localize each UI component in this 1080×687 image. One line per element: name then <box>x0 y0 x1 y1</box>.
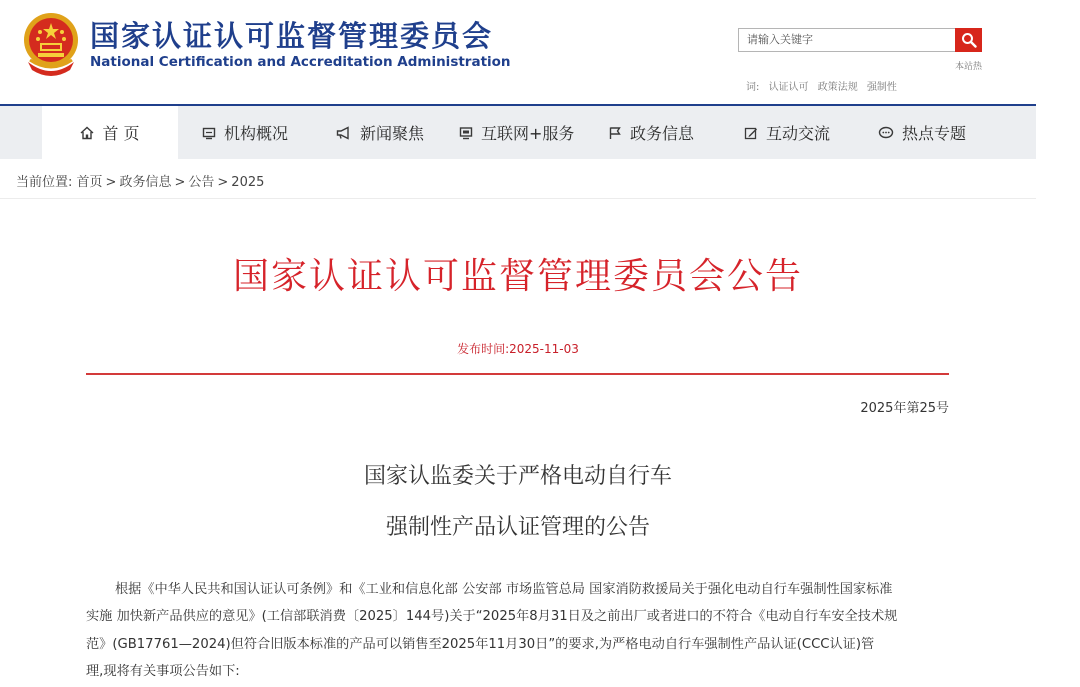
search-input[interactable]: 请输入关键字 <box>738 28 956 52</box>
home-icon <box>80 126 94 140</box>
site-title[interactable]: 国家认证认可监督管理委员会 <box>90 19 494 53</box>
nav-label: 机构概况 <box>224 124 289 143</box>
breadcrumb <box>16 171 264 190</box>
nav-item-government-info[interactable] <box>608 106 694 159</box>
breadcrumb-link-home[interactable]: 首页 <box>76 175 103 190</box>
breadcrumb-separator: > <box>217 175 229 190</box>
announcement-subtitle-line1: 国家认监委关于严格电动自行车 <box>363 464 672 489</box>
nav-label: 新闻聚焦 <box>360 124 425 143</box>
breadcrumb-link-government-info[interactable]: 政务信息 <box>119 175 172 190</box>
breadcrumb-separator: > <box>105 175 117 190</box>
body-paragraph-line: 根据《中华人民共和国认证认可条例》和《工业和信息化部 公安部 市场监管总局 国家消防救援局关于强化电动自行车强制性国家标准 <box>115 582 893 597</box>
nav-label: 互动交流 <box>766 124 831 143</box>
nav-label: 热点专题 <box>902 124 967 143</box>
announcement-subtitle-line2: 强制性产品认证管理的公告 <box>385 515 650 540</box>
nav-label: 互联网+服务 <box>481 124 575 143</box>
publish-info <box>0 340 1036 357</box>
publish-date: 2025-11-03 <box>509 342 579 356</box>
search-button[interactable] <box>955 28 982 52</box>
computer-icon <box>459 126 473 140</box>
site-header <box>0 0 1080 104</box>
flag-icon <box>608 126 622 140</box>
body-paragraph-line: 实施 加快新产品供应的意见》(工信部联消费〔2025〕144号)关于“2025年8月31日及之前出厂或者进口的不符合《电动自行车安全技术规 <box>86 609 898 624</box>
main-nav <box>0 106 1036 159</box>
article-title: 国家认证认可监督管理委员会公告 <box>232 256 803 297</box>
hot-keywords <box>746 78 903 93</box>
search-scope-label: 本站热 <box>955 62 983 72</box>
nav-item-internet-services[interactable] <box>459 106 574 159</box>
nav-label: 政务信息 <box>630 124 695 143</box>
monitor-icon <box>202 126 216 140</box>
breadcrumb-divider <box>0 198 1036 199</box>
nav-item-news[interactable] <box>336 106 424 159</box>
site-title-english[interactable]: National Certification and Accreditation Administration <box>90 54 511 70</box>
nav-item-organization[interactable] <box>202 106 288 159</box>
body-paragraph-line: 理,现将有关事项公告如下: <box>86 664 240 679</box>
megaphone-icon <box>336 126 352 140</box>
hotwords-label: 词: <box>746 82 760 93</box>
title-divider <box>86 373 949 375</box>
chat-icon <box>878 126 894 140</box>
nav-label: 首 页 <box>102 124 140 143</box>
nav-item-interaction[interactable] <box>744 106 830 159</box>
publish-label: 发布时间: <box>457 342 510 356</box>
search-icon <box>961 32 977 48</box>
national-emblem-icon[interactable] <box>20 10 82 76</box>
breadcrumb-label: 当前位置: <box>16 175 73 190</box>
nav-item-home[interactable] <box>42 106 178 159</box>
document-number: 2025年第25号 <box>860 401 949 416</box>
breadcrumb-separator: > <box>174 175 186 190</box>
hotword-link[interactable]: 政策法规 <box>817 82 858 93</box>
edit-icon <box>744 126 758 140</box>
hotword-link[interactable]: 强制性 <box>866 82 897 93</box>
nav-item-hot-topics[interactable] <box>878 106 966 159</box>
hotword-link[interactable]: 认证认可 <box>768 82 809 93</box>
breadcrumb-link-announcements[interactable]: 公告 <box>188 175 215 190</box>
breadcrumb-link-year[interactable]: 2025 <box>231 175 265 190</box>
body-paragraph-line: 范》(GB17761—2024)但符合旧版本标准的产品可以销售至2025年11月30日”的要求,为严格电动自行车强制性产品认证(CCC认证)管 <box>86 637 875 652</box>
